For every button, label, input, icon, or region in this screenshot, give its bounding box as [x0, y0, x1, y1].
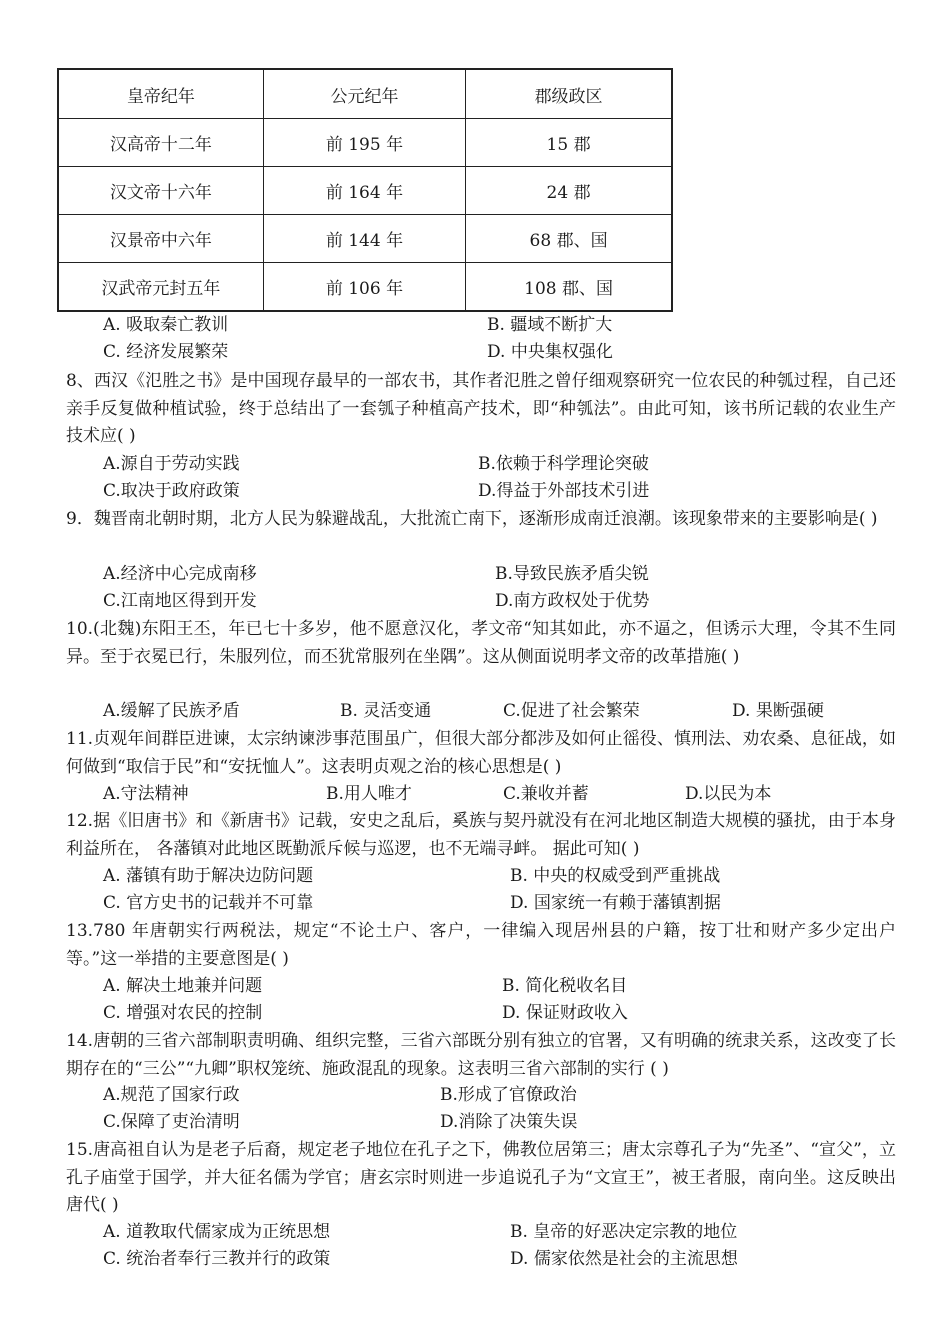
q13-option-b[interactable]: B. 简化税收名目: [502, 976, 628, 996]
table-cell: 108 郡、国: [466, 263, 672, 312]
q8-option-a[interactable]: A.源自于劳动实践: [103, 454, 240, 474]
q13-option-c[interactable]: C. 增强对农民的控制: [103, 1003, 263, 1023]
q13-stem: 13.780 年唐朝实行两税法，规定“不论土户、客户，一律编入现居州县的户籍，按丁壮和财产多少定出户等。”这一举措的主要意图是( ): [66, 921, 896, 969]
q10-option-a[interactable]: A.缓解了民族矛盾: [103, 701, 240, 721]
q13-option-d[interactable]: D. 保证财政收入: [502, 1003, 628, 1023]
table-header-cell: 公元纪年: [263, 69, 465, 119]
table-row: [58, 215, 672, 263]
table-cell: 前 106 年: [263, 263, 465, 312]
table-cell: 68 郡、国: [466, 215, 672, 263]
q11-option-d[interactable]: D.以民为本: [685, 784, 772, 804]
q14-option-a[interactable]: A.规范了国家行政: [103, 1085, 240, 1105]
q7-option-b[interactable]: B. 疆域不断扩大: [487, 315, 613, 335]
q7-option-d[interactable]: D. 中央集权强化: [487, 342, 613, 362]
q11-option-a[interactable]: A.守法精神: [103, 784, 189, 804]
q15-stem: 15.唐高祖自认为是老子后裔，规定老子地位在孔子之下，佛教位居第三；唐太宗尊孔子为“先圣”、“宣父”，立孔子庙堂于国学，并大征名儒为学官；唐玄宗时则进一步追说孔子为“文宣王”，被王者服，南向坐。这反映出唐代( ): [66, 1140, 896, 1215]
table-row: [58, 167, 672, 215]
q14-stem: 14.唐朝的三省六部制职责明确、组织完整，三省六部既分别有独立的官署，又有明确的统隶关系，这改变了长期存在的“三公”“九卿”职权笼统、施政混乱的现象。这表明三省六部制的实行 ( ): [66, 1031, 896, 1079]
q8-option-b[interactable]: B.依赖于科学理论突破: [478, 454, 649, 474]
table-header-cell: 郡级政区: [466, 69, 672, 119]
table-cell: 汉武帝元封五年: [58, 263, 263, 312]
prefecture-table: [57, 68, 673, 312]
table-cell: 汉文帝十六年: [58, 167, 263, 215]
q8-option-d[interactable]: D.得益于外部技术引进: [478, 481, 650, 501]
table-cell: 汉景帝中六年: [58, 215, 263, 263]
q15-option-b[interactable]: B. 皇帝的好恶决定宗教的地位: [510, 1222, 738, 1242]
q12-option-c[interactable]: C. 官方史书的记载并不可靠: [103, 893, 314, 913]
q12-option-d[interactable]: D. 国家统一有赖于藩镇割据: [510, 893, 721, 913]
q10-option-c[interactable]: C.促进了社会繁荣: [503, 701, 640, 721]
q14-option-b[interactable]: B.形成了官僚政治: [440, 1085, 577, 1105]
q11-option-b[interactable]: B.用人唯才: [326, 784, 412, 804]
q9-option-b[interactable]: B.导致民族矛盾尖锐: [495, 564, 649, 584]
q10-option-d[interactable]: D. 果断强硬: [732, 701, 824, 721]
q15-option-d[interactable]: D. 儒家依然是社会的主流思想: [510, 1249, 738, 1269]
q9-stem: 9．魏晋南北朝时期，北方人民为躲避战乱，大批流亡南下，逐渐形成南迁浪潮。该现象带来的主要影响是( ): [66, 509, 878, 529]
q14-option-d[interactable]: D.消除了决策失误: [440, 1112, 578, 1132]
table-cell: 前 144 年: [263, 215, 465, 263]
q8-option-c[interactable]: C.取决于政府政策: [103, 481, 240, 501]
q11-option-c[interactable]: C.兼收并蓄: [503, 784, 589, 804]
table-header-cell: 皇帝纪年: [58, 69, 263, 119]
q10-stem: 10.(北魏)东阳王丕，年已七十多岁，他不愿意汉化，孝文帝“知其如此，亦不逼之，但诱示大理，令其不生同异。至于衣冕已行，朱服列位，而丕犹常服列在坐隅”。这从侧面说明孝文帝的改革措施( ): [66, 619, 896, 667]
q9-option-d[interactable]: D.南方政权处于优势: [495, 591, 650, 611]
table-cell: 24 郡: [466, 167, 672, 215]
q13-option-a[interactable]: A. 解决土地兼并问题: [103, 976, 263, 996]
table-header-row: [58, 69, 672, 119]
table-row: [58, 119, 672, 167]
table-row: [58, 263, 672, 312]
table-cell: 前 164 年: [263, 167, 465, 215]
q8-stem: 8、西汉《氾胜之书》是中国现存最早的一部农书，其作者氾胜之曾仔细观察研究一位农民的种瓠过程，自己还亲手反复做种植试验，终于总结出了一套瓠子种植高产技术，即“种瓠法”。由此可知，该书所记载的农业生产技术应( ): [66, 371, 896, 446]
q15-option-c[interactable]: C. 统治者奉行三教并行的政策: [103, 1249, 331, 1269]
q9-option-c[interactable]: C.江南地区得到开发: [103, 591, 257, 611]
q7-option-a[interactable]: A. 吸取秦亡教训: [103, 315, 229, 335]
q10-option-b[interactable]: B. 灵活变通: [340, 701, 432, 721]
q7-option-c[interactable]: C. 经济发展繁荣: [103, 342, 229, 362]
q12-stem: 12.据《旧唐书》和《新唐书》记载，安史之乱后，奚族与契丹就没有在河北地区制造大规模的骚扰，由于本身利益所在， 各藩镇对此地区既勤派斥候与巡逻，也不无端寻衅。 据此可知( ): [66, 811, 896, 859]
q14-option-c[interactable]: C.保障了吏治清明: [103, 1112, 240, 1132]
q12-option-a[interactable]: A. 藩镇有助于解决边防问题: [103, 866, 314, 886]
q12-option-b[interactable]: B. 中央的权威受到严重挑战: [510, 866, 721, 886]
q15-option-a[interactable]: A. 道教取代儒家成为正统思想: [103, 1222, 331, 1242]
q11-stem: 11.贞观年间群臣进谏，太宗纳谏涉事范围虽广，但很大部分都涉及如何止徭役、慎刑法、劝农桑、息征战，如何做到“取信于民”和“安抚恤人”。这表明贞观之治的核心思想是( ): [66, 729, 896, 777]
q9-option-a[interactable]: A.经济中心完成南移: [103, 564, 257, 584]
table-cell: 汉高帝十二年: [58, 119, 263, 167]
table-cell: 15 郡: [466, 119, 672, 167]
table-cell: 前 195 年: [263, 119, 465, 167]
